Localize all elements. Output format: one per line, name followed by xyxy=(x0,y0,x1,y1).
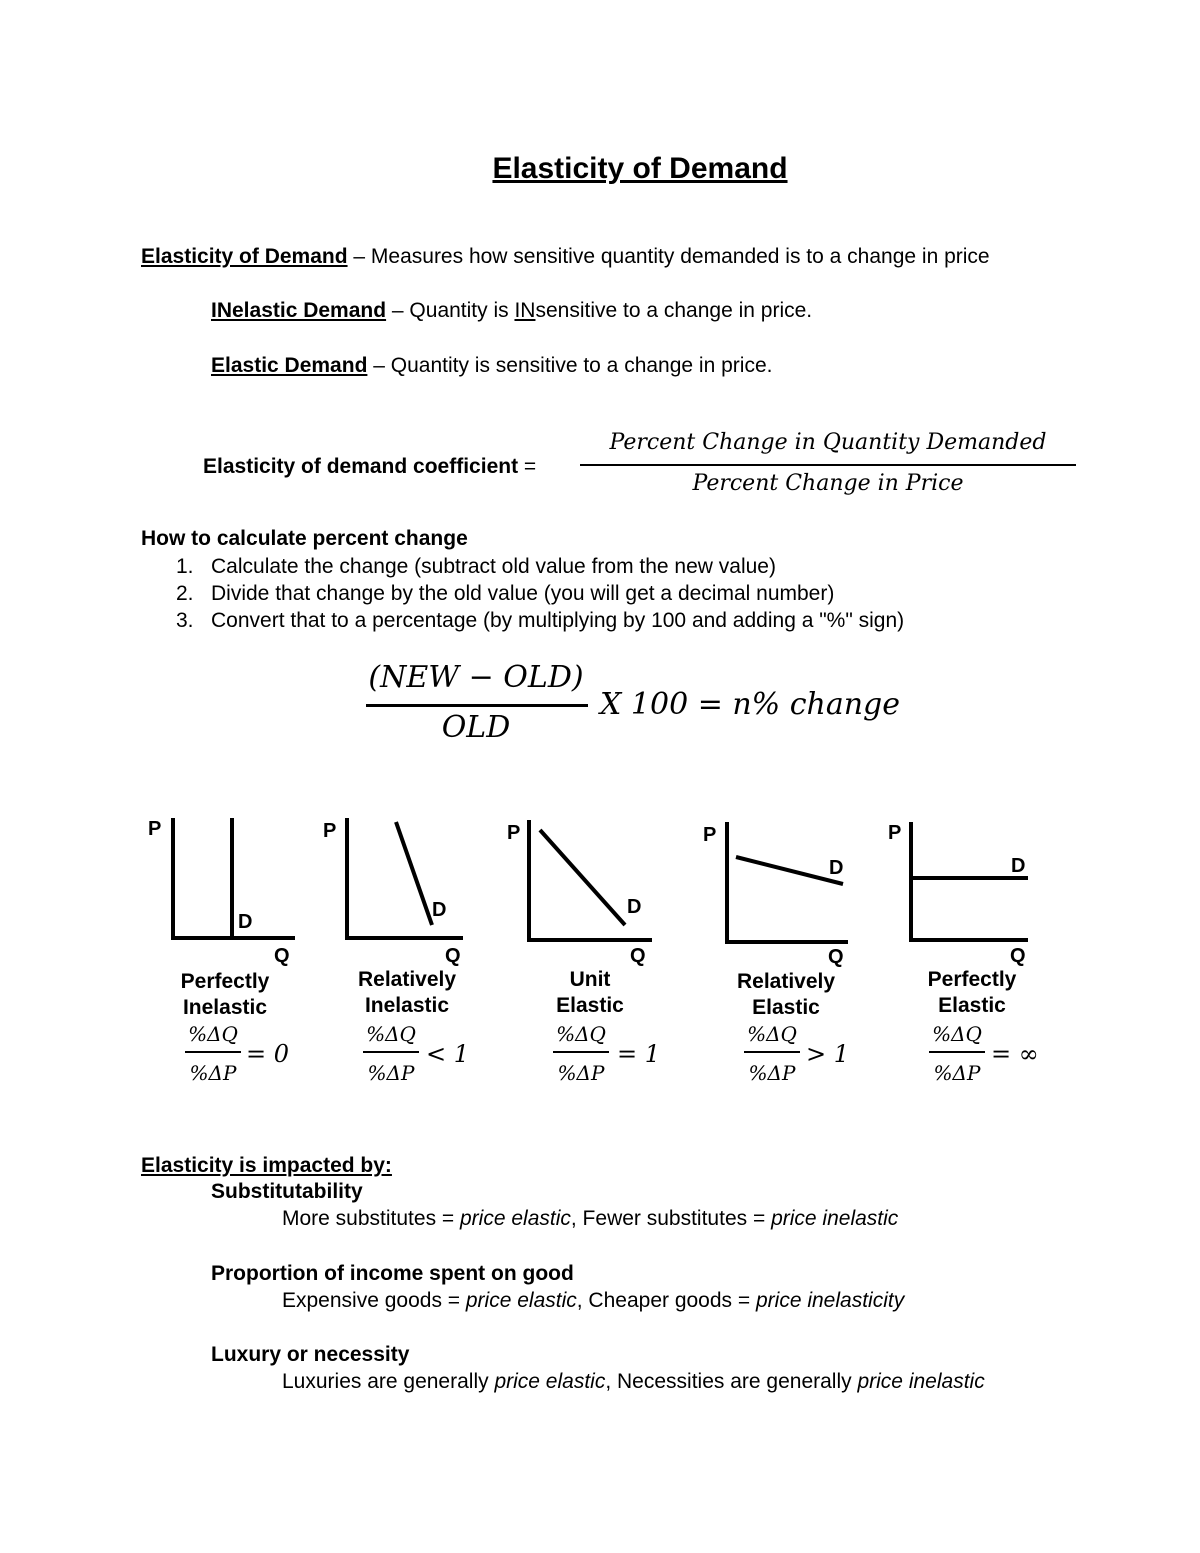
factor-italic-b: price inelasticity xyxy=(755,1289,905,1312)
ratio-denominator: %ΔP xyxy=(933,1061,981,1085)
coefficient-line xyxy=(203,455,536,479)
factor-italic-a: price elastic xyxy=(460,1207,571,1230)
ratio-fraction-bar xyxy=(744,1051,800,1053)
ratio-denominator: %ΔP xyxy=(367,1061,415,1085)
step-text: Calculate the change (subtract old value from the new value) xyxy=(211,555,776,578)
elastic-line xyxy=(211,354,772,378)
quantity-axis-label: Q xyxy=(274,945,290,967)
factor-italic-b: price inelastic xyxy=(857,1370,985,1393)
chart-unit-elastic xyxy=(527,820,652,940)
chart-title-line-1: Relatively xyxy=(736,970,836,993)
impacted-heading: Elasticity is impacted by: xyxy=(141,1154,392,1177)
factor-description xyxy=(282,1370,985,1394)
factor-italic-b: price inelastic xyxy=(771,1207,899,1230)
factor-italic-a: price elastic xyxy=(465,1289,577,1312)
factor-italic-a: price elastic xyxy=(494,1370,606,1393)
demand-label: D xyxy=(238,911,253,933)
ratio-numerator: %ΔQ xyxy=(366,1022,416,1046)
price-axis-label: P xyxy=(507,822,521,844)
factor-name: Proportion of income spent on good xyxy=(211,1262,574,1285)
factor-text-a: Luxuries are generally xyxy=(282,1370,495,1393)
demand-label: D xyxy=(432,899,447,921)
ratio-fraction-bar xyxy=(929,1051,985,1053)
factor-text-a: Expensive goods = xyxy=(282,1289,466,1312)
chart-title-line-2: Elastic xyxy=(556,994,624,1017)
quantity-axis-label: Q xyxy=(1010,945,1026,967)
how-to-heading: How to calculate percent change xyxy=(141,527,468,550)
inelastic-term: INelastic Demand xyxy=(211,299,387,322)
chart-title xyxy=(525,967,655,1019)
step-number: 1. xyxy=(176,555,194,578)
price-axis-label: P xyxy=(888,822,902,844)
ratio-numerator: %ΔQ xyxy=(556,1022,606,1046)
chart-title-line-2: Elastic xyxy=(752,996,820,1019)
price-axis-label: P xyxy=(323,820,337,842)
inelastic-text-a: – Quantity is xyxy=(386,299,515,322)
price-axis-label: P xyxy=(703,824,717,846)
elastic-text: – Quantity is sensitive to a change in price. xyxy=(367,354,773,377)
factor-name: Luxury or necessity xyxy=(211,1343,410,1366)
inelastic-text-b: sensitive to a change in price. xyxy=(535,299,813,322)
chart-title-line-1: Perfectly xyxy=(180,970,270,993)
elasticity-charts xyxy=(0,800,1200,960)
ratio-result: = 0 xyxy=(246,1040,290,1068)
price-axis-label: P xyxy=(148,818,162,840)
chart-relatively-elastic xyxy=(725,822,848,942)
definition-text: – Measures how sensitive quantity demanded is to a change in price xyxy=(347,245,990,268)
definition-line xyxy=(141,245,990,269)
chart-title-line-1: Perfectly xyxy=(927,968,1017,991)
chart-title xyxy=(342,967,472,1019)
step-number: 2. xyxy=(176,582,194,605)
demand-curve xyxy=(736,857,843,884)
ratio-numerator: %ΔQ xyxy=(747,1022,797,1046)
step-text: Convert that to a percentage (by multiplying by 100 and adding a "%" sign) xyxy=(211,609,905,632)
ratio-denominator: %ΔP xyxy=(189,1061,237,1085)
percent-formula-rhs: X 100 = n% change xyxy=(600,687,901,722)
coefficient-denominator: Percent Change in Price xyxy=(692,471,964,496)
chart-title-line-2: Inelastic xyxy=(182,996,268,1019)
demand-label: D xyxy=(627,896,642,918)
quantity-axis-label: Q xyxy=(445,945,461,967)
factor-description xyxy=(282,1207,898,1231)
demand-label: D xyxy=(1011,855,1026,877)
factor-text-b: , Fewer substitutes = xyxy=(570,1207,772,1230)
step-text: Divide that change by the old value (you will get a decimal number) xyxy=(211,582,835,605)
coefficient-label: Elasticity of demand coefficient xyxy=(203,455,519,478)
coefficient-equals: = xyxy=(523,455,537,478)
coefficient-numerator: Percent Change in Quantity Demanded xyxy=(609,430,1047,455)
chart-perfectly-elastic xyxy=(909,822,1028,940)
chart-title-line-1: Relatively xyxy=(357,968,457,991)
factor-text-b: , Cheaper goods = xyxy=(576,1289,756,1312)
factor-text-b: , Necessities are generally xyxy=(605,1370,858,1393)
inelastic-line xyxy=(211,299,812,323)
quantity-axis-label: Q xyxy=(828,946,844,968)
elastic-term: Elastic Demand xyxy=(211,354,368,377)
ratio-fraction-bar xyxy=(553,1051,609,1053)
chart-title xyxy=(160,969,290,1021)
chart-title xyxy=(721,969,851,1021)
ratio-result: = 1 xyxy=(617,1040,661,1068)
coefficient-fraction-bar xyxy=(580,464,1076,466)
chart-perfectly-inelastic xyxy=(171,818,295,938)
demand-curve xyxy=(540,830,625,925)
ratio-result: > 1 xyxy=(806,1040,850,1068)
quantity-axis-label: Q xyxy=(630,945,646,967)
demand-label: D xyxy=(829,857,844,879)
percent-formula-fraction-bar xyxy=(366,704,588,707)
factor-text-a: More substitutes = xyxy=(282,1207,460,1230)
demand-curve xyxy=(396,822,432,925)
factor-description xyxy=(282,1289,904,1313)
ratio-result: = ∞ xyxy=(991,1040,1039,1068)
step-number: 3. xyxy=(176,609,194,632)
chart-title-line-2: Elastic xyxy=(938,994,1006,1017)
chart-title xyxy=(907,967,1037,1019)
ratio-result: < 1 xyxy=(426,1040,470,1068)
ratio-numerator: %ΔQ xyxy=(188,1022,238,1046)
ratio-fraction-bar xyxy=(185,1051,241,1053)
factor-name: Substitutability xyxy=(211,1180,363,1203)
inelastic-text-in: IN xyxy=(514,299,536,322)
definition-term: Elasticity of Demand xyxy=(141,245,348,268)
percent-formula-numerator: (NEW − OLD) xyxy=(368,660,584,695)
ratio-denominator: %ΔP xyxy=(748,1061,796,1085)
chart-title-line-1: Unit xyxy=(569,968,611,991)
ratio-numerator: %ΔQ xyxy=(932,1022,982,1046)
chart-title-line-2: Inelastic xyxy=(364,994,450,1017)
page-title: Elasticity of Demand xyxy=(492,152,788,185)
ratio-denominator: %ΔP xyxy=(557,1061,605,1085)
percent-formula-denominator: OLD xyxy=(441,710,511,745)
ratio-fraction-bar xyxy=(363,1051,419,1053)
